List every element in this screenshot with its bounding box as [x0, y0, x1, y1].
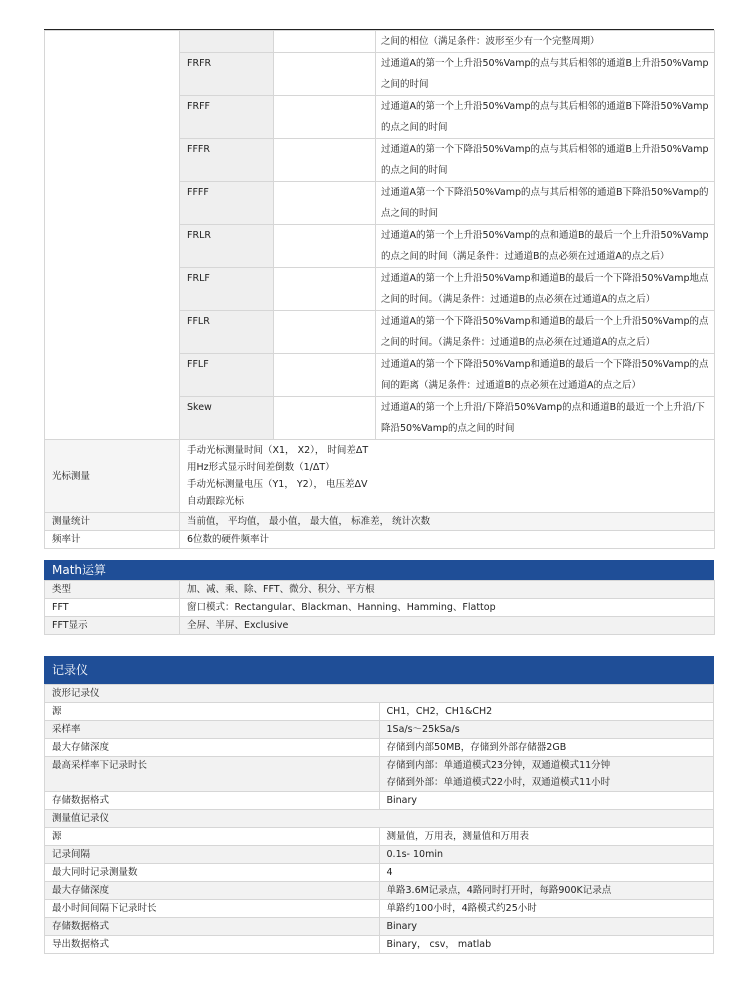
row-desc: 过通道A第一个下降沿50%Vamp的点与其后相邻的通道B下降沿50%Vamp的 点之间的时间 [376, 182, 715, 225]
row-value: 1Sa/s～25kSa/s [379, 721, 714, 739]
meas-recorder-title: 测量值记录仪 [45, 810, 714, 828]
table-row [45, 599, 715, 617]
table-row [45, 617, 715, 635]
stats-label: 测量统计 [45, 513, 180, 531]
row-desc: 过通道A的第一个上升沿50%Vamp和通道B的最后一个下降沿50%Vamp地点 之间的时间。（满足条件：过通道B的点必须在过通道A的点之后） [376, 268, 715, 311]
row-key: 类型 [45, 581, 180, 599]
row-value: 单路3.6M记录点，4路同时打开时，每路900K记录点 [379, 882, 714, 900]
row-name: FRLR [180, 225, 274, 268]
row-desc: 过通道A的第一个下降沿50%Vamp的点与其后相邻的通道B上升沿50%Vamp 的点之间的时间 [376, 139, 715, 182]
row-name: FFLF [180, 354, 274, 397]
math-title: Math运算 [44, 560, 714, 580]
row-name: FRFR [180, 53, 274, 96]
row-blank [274, 225, 376, 268]
cursor-label: 光标测量 [45, 440, 180, 513]
recorder-table [44, 684, 714, 954]
row-blank [274, 182, 376, 225]
row-value: 测量值，万用表，测量值和万用表 [379, 828, 714, 846]
math-section [44, 560, 714, 635]
row-name: FFLR [180, 311, 274, 354]
row-key: 最大存储深度 [45, 739, 380, 757]
subsection-row [45, 810, 714, 828]
stats-value: 当前值， 平均值， 最小值， 最大值， 标准差， 统计次数 [180, 513, 715, 531]
table-row [45, 703, 714, 721]
row-value: 窗口模式：Rectangular、Blackman、Hanning、Hamming、Flattop [180, 599, 715, 617]
table-row [45, 828, 714, 846]
group-cell [45, 31, 180, 440]
row-name: FFFF [180, 182, 274, 225]
row-desc: 过通道A的第一个上升沿50%Vamp的点和通道B的最后一个上升沿50%Vamp 的点之间的时间（满足条件：过通道B的点必须在过通道A的点之后） [376, 225, 715, 268]
math-table [44, 580, 715, 635]
table-row [45, 864, 714, 882]
row-desc: 之间的相位（满足条件：波形至少有一个完整周期） [376, 31, 715, 53]
table-row [45, 882, 714, 900]
row-value: 4 [379, 864, 714, 882]
row-value: 0.1s- 10min [379, 846, 714, 864]
row-blank [274, 311, 376, 354]
table-row-stats [45, 513, 715, 531]
subsection-row [45, 685, 714, 703]
freq-value: 6位数的硬件频率计 [180, 531, 715, 549]
table-row [45, 936, 714, 954]
row-value: 单路约100小时，4路模式约25小时 [379, 900, 714, 918]
table-row [45, 900, 714, 918]
row-name: Skew [180, 397, 274, 440]
row-blank [274, 31, 376, 53]
cursor-desc: 手动光标测量时间（X1， X2）， 时间差ΔT 用Hz形式显示时间差倒数（1/ΔT） 手动光标测量电压（Y1， Y2）， 电压差ΔV 自动跟踪光标 [180, 440, 715, 513]
row-key: 导出数据格式 [45, 936, 380, 954]
row-value: Binary [379, 792, 714, 810]
row-name: FFFR [180, 139, 274, 182]
row-key: 最大存储深度 [45, 882, 380, 900]
wave-recorder-title: 波形记录仪 [45, 685, 714, 703]
freq-label: 频率计 [45, 531, 180, 549]
table-row-cursor [45, 440, 715, 513]
table-row [45, 581, 715, 599]
table-row [45, 31, 715, 53]
row-desc: 过通道A的第一个下降沿50%Vamp和通道B的最后一个上升沿50%Vamp的点 之间的时间。（满足条件：过通道B的点必须在过通道A的点之后） [376, 311, 715, 354]
row-desc: 过通道A的第一个上升沿50%Vamp的点与其后相邻的通道B上升沿50%Vamp 之间的时间 [376, 53, 715, 96]
row-blank [274, 354, 376, 397]
table-row [45, 792, 714, 810]
row-desc: 过通道A的第一个上升沿/下降沿50%Vamp的点和通道B的最近一个上升沿/下 降沿50%Vamp的点之间的时间 [376, 397, 715, 440]
recorder-section [44, 656, 714, 954]
row-value: 全屏、半屏、Exclusive [180, 617, 715, 635]
table-row [45, 757, 714, 792]
row-key: 最小时间间隔下记录时长 [45, 900, 380, 918]
row-blank [274, 268, 376, 311]
row-value: Binary， csv， matlab [379, 936, 714, 954]
table-row [45, 846, 714, 864]
row-key: FFT [45, 599, 180, 617]
measurement-table [44, 30, 715, 549]
row-key: 最大同时记录测量数 [45, 864, 380, 882]
table-row [45, 721, 714, 739]
recorder-title: 记录仪 [44, 656, 714, 684]
row-blank [274, 139, 376, 182]
table-row-freq [45, 531, 715, 549]
row-value: 存储到内部：单通道模式23分钟，双通道模式11分钟 存储到外部：单通道模式22小时，双通道模式11小时 [379, 757, 714, 792]
row-key: 最高采样率下记录时长 [45, 757, 380, 792]
row-value: CH1，CH2，CH1&CH2 [379, 703, 714, 721]
row-key: 存储数据格式 [45, 792, 380, 810]
row-name: FRFF [180, 96, 274, 139]
row-blank [274, 53, 376, 96]
row-value: 加、减、乘、除、FFT、微分、积分、平方根 [180, 581, 715, 599]
row-key: 源 [45, 828, 380, 846]
row-value: Binary [379, 918, 714, 936]
table-row [45, 918, 714, 936]
row-name: FRLF [180, 268, 274, 311]
row-desc: 过通道A的第一个下降沿50%Vamp和通道B的最后一个下降沿50%Vamp的点 间的距离（满足条件：过通道B的点必须在过通道A的点之后） [376, 354, 715, 397]
row-value: 存储到内部50MB，存储到外部存储器2GB [379, 739, 714, 757]
row-key: 采样率 [45, 721, 380, 739]
row-blank [274, 397, 376, 440]
row-key: 存储数据格式 [45, 918, 380, 936]
row-blank [274, 96, 376, 139]
row-key: 记录间隔 [45, 846, 380, 864]
row-desc: 过通道A的第一个上升沿50%Vamp的点与其后相邻的通道B下降沿50%Vamp 的点之间的时间 [376, 96, 715, 139]
row-key: FFT显示 [45, 617, 180, 635]
row-name [180, 31, 274, 53]
table-row [45, 739, 714, 757]
row-key: 源 [45, 703, 380, 721]
